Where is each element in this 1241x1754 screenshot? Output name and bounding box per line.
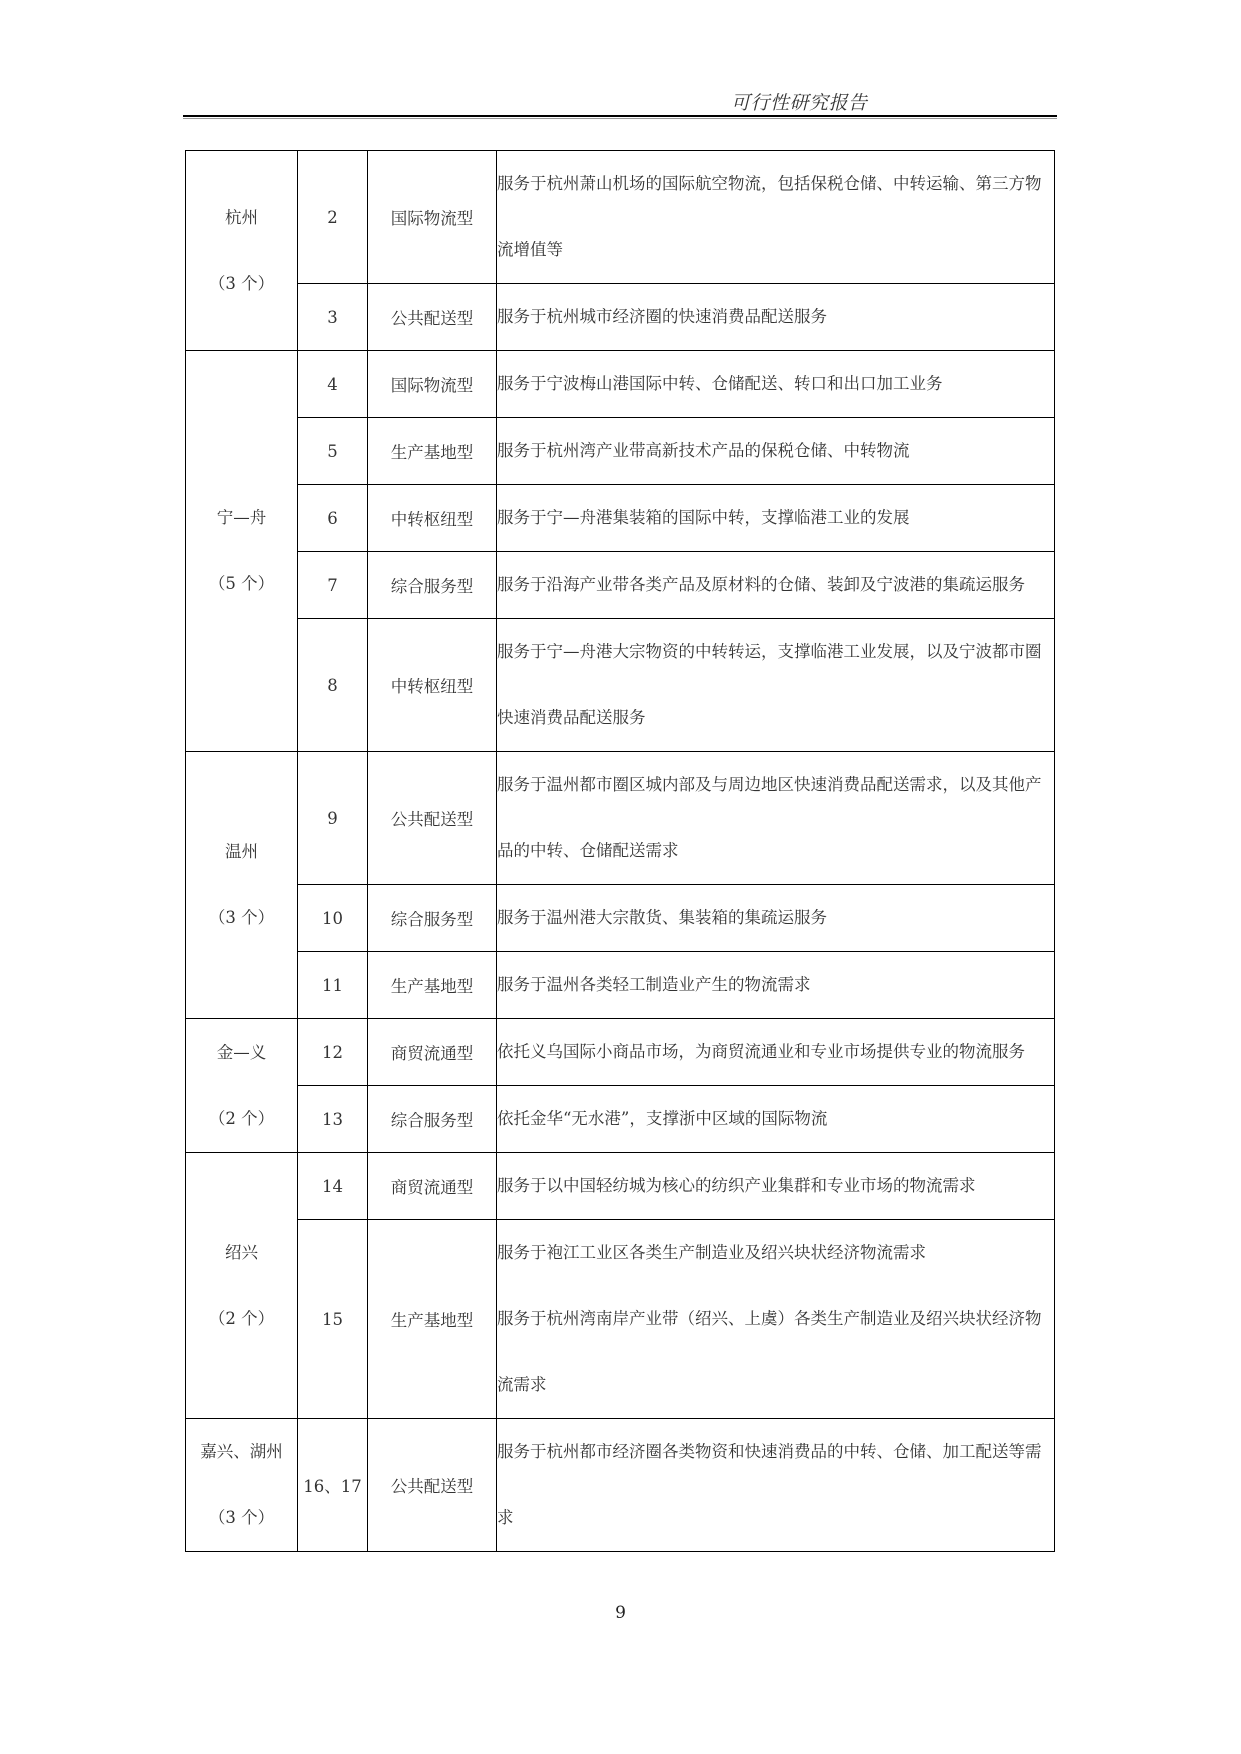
- center-description: [497, 1086, 1055, 1153]
- center-type: 生产基地型: [368, 952, 497, 1019]
- description-line: 服务于温州各类轻工制造业产生的物流需求: [497, 975, 811, 994]
- region-cell: [186, 1019, 298, 1153]
- center-number: 12: [298, 1019, 368, 1086]
- center-number: 4: [298, 351, 368, 418]
- center-description: [497, 418, 1055, 485]
- center-description: [497, 952, 1055, 1019]
- header-rule-thin: [183, 118, 1057, 119]
- description-line: 服务于杭州湾产业带高新技术产品的保税仓储、中转物流: [497, 441, 910, 460]
- description-line: 依托义乌国际小商品市场，为商贸流通业和专业市场提供专业的物流服务: [497, 1042, 1025, 1061]
- table-row: [186, 1220, 1055, 1419]
- region-count: （2 个）: [208, 1308, 275, 1328]
- center-type: 综合服务型: [368, 552, 497, 619]
- center-type: 综合服务型: [368, 1086, 497, 1153]
- center-number: 8: [298, 619, 368, 752]
- table-row: [186, 284, 1055, 351]
- description-line: 服务于宁波梅山港国际中转、仓储配送、转口和出口加工业务: [497, 374, 943, 393]
- center-number: 5: [298, 418, 368, 485]
- region-cell: [186, 351, 298, 752]
- region-cell: [186, 151, 298, 351]
- center-description: [497, 284, 1055, 351]
- description-line: 服务于杭州萧山机场的国际航空物流，包括保税仓储、中转运输、第三方物: [497, 174, 1042, 193]
- center-number: 6: [298, 485, 368, 552]
- description-line: 服务于以中国轻纺城为核心的纺织产业集群和专业市场的物流需求: [497, 1176, 976, 1195]
- description-line: 服务于温州港大宗散货、集装箱的集疏运服务: [497, 908, 827, 927]
- description-line: 依托金华“无水港”，支撑浙中区域的国际物流: [497, 1109, 828, 1128]
- center-type: 国际物流型: [368, 351, 497, 418]
- region-name: 金—义: [216, 1042, 267, 1062]
- region-count: （5 个）: [208, 574, 275, 593]
- center-number: 15: [298, 1220, 368, 1419]
- header-title: 可行性研究报告: [731, 92, 868, 114]
- center-number: 10: [298, 885, 368, 952]
- table-row: [186, 619, 1055, 752]
- description-line: 服务于沿海产业带各类产品及原材料的仓储、装卸及宁波港的集疏运服务: [497, 575, 1025, 594]
- region-name: 绍兴: [225, 1242, 258, 1262]
- region-cell: [186, 1419, 298, 1552]
- region-name: 杭州: [225, 207, 258, 227]
- center-type: 公共配送型: [368, 1419, 497, 1552]
- region-count: （3 个）: [208, 908, 275, 927]
- description-line: 快速消费品配送服务: [497, 708, 646, 727]
- description-line: 流增值等: [497, 240, 563, 259]
- center-number: 9: [298, 752, 368, 885]
- header-rule: [183, 115, 1057, 117]
- description-line: 服务于袍江工业区各类生产制造业及绍兴块状经济物流需求: [497, 1243, 926, 1262]
- table-row: [186, 418, 1055, 485]
- table-row: [186, 1153, 1055, 1220]
- center-description: [497, 619, 1055, 752]
- center-type: 商贸流通型: [368, 1153, 497, 1220]
- center-type: 生产基地型: [368, 418, 497, 485]
- table-row: [186, 1086, 1055, 1153]
- center-type: 综合服务型: [368, 885, 497, 952]
- description-line: 品的中转、仓储配送需求: [497, 841, 679, 860]
- table-row: [186, 952, 1055, 1019]
- description-line: 服务于宁—舟港大宗物资的中转转运，支撑临港工业发展，以及宁波都市圈: [497, 642, 1042, 661]
- description-line: 服务于温州都市圈区城内部及与周边地区快速消费品配送需求，以及其他产: [497, 775, 1042, 794]
- center-number: 13: [298, 1086, 368, 1153]
- center-description: [497, 1153, 1055, 1220]
- region-cell: [186, 752, 298, 1019]
- center-description: [497, 485, 1055, 552]
- center-number: 2: [298, 151, 368, 284]
- region-name: 温州: [225, 842, 258, 861]
- description-line: 服务于杭州都市经济圈各类物资和快速消费品的中转、仓储、加工配送等需: [497, 1442, 1042, 1461]
- center-description: [497, 885, 1055, 952]
- description-line: 流需求: [497, 1375, 547, 1394]
- center-number: 7: [298, 552, 368, 619]
- center-number: 16、17: [298, 1419, 368, 1552]
- center-description: [497, 1220, 1055, 1419]
- table-row: [186, 885, 1055, 952]
- center-type: 公共配送型: [368, 752, 497, 885]
- page-number: 9: [615, 1603, 626, 1623]
- center-number: 14: [298, 1153, 368, 1220]
- table-row: [186, 485, 1055, 552]
- center-description: [497, 552, 1055, 619]
- logistics-center-table: [185, 150, 1055, 1552]
- table-row: [186, 1419, 1055, 1552]
- center-type: 中转枢纽型: [368, 485, 497, 552]
- center-type: 公共配送型: [368, 284, 497, 351]
- table-row: [186, 351, 1055, 418]
- center-description: [497, 1419, 1055, 1552]
- center-type: 国际物流型: [368, 151, 497, 284]
- region-count: （3 个）: [208, 273, 275, 293]
- region-count: （3 个）: [208, 1508, 275, 1527]
- center-number: 11: [298, 952, 368, 1019]
- description-line: 服务于杭州城市经济圈的快速消费品配送服务: [497, 307, 827, 326]
- table-row: [186, 151, 1055, 284]
- description-line: 求: [497, 1508, 514, 1527]
- region-count: （2 个）: [208, 1108, 275, 1128]
- region-name: 宁—舟: [216, 508, 267, 527]
- center-description: [497, 752, 1055, 885]
- center-type: 商贸流通型: [368, 1019, 497, 1086]
- center-description: [497, 351, 1055, 418]
- description-line: 服务于宁—舟港集装箱的国际中转，支撑临港工业的发展: [497, 508, 910, 527]
- region-name: 嘉兴、湖州: [200, 1442, 283, 1461]
- center-type: 中转枢纽型: [368, 619, 497, 752]
- center-description: [497, 151, 1055, 284]
- region-cell: [186, 1153, 298, 1419]
- center-type: 生产基地型: [368, 1220, 497, 1419]
- center-description: [497, 1019, 1055, 1086]
- description-line: 服务于杭州湾南岸产业带（绍兴、上虞）各类生产制造业及绍兴块状经济物: [497, 1309, 1042, 1328]
- table-row: [186, 752, 1055, 885]
- table-row: [186, 552, 1055, 619]
- table-row: [186, 1019, 1055, 1086]
- center-number: 3: [298, 284, 368, 351]
